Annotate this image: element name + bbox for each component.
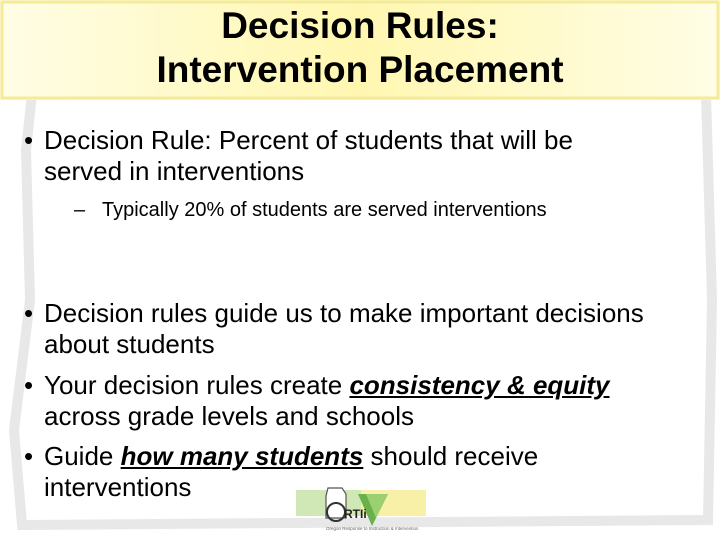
bullet-text-pre: Guide (44, 441, 121, 471)
bullet-dot: • (24, 441, 34, 471)
bullet-dot: • (24, 370, 34, 400)
bullet-item (24, 370, 654, 432)
svg-text:Oregon Response to Instruction: Oregon Response to Instruction & Intervention (326, 526, 419, 531)
bullet-item (24, 125, 654, 187)
sub-bullet-item (74, 198, 582, 223)
ortii-logo (296, 484, 426, 536)
title-line-2: Intervention Placement (156, 49, 564, 90)
bullet-text: Decision rules guide us to make important decisions about students (44, 298, 644, 359)
bullet-dot: • (24, 125, 34, 155)
sub-bullet-dash: – (74, 199, 86, 221)
bullet-emphasis: how many students (120, 441, 364, 471)
sub-bullet-text: Typically 20% of students are served interventions (102, 199, 547, 221)
title-line-1: Decision Rules: (221, 5, 499, 46)
bullet-text-post: should receive interventions (44, 441, 539, 502)
bullet-text-pre: Your decision rules create (44, 370, 350, 400)
bullet-emphasis: consistency & equity (349, 370, 610, 400)
svg-text:RTIi: RTIi (344, 507, 367, 521)
bullet-dot: • (24, 298, 34, 328)
slide-title (0, 4, 720, 92)
bullet-item (24, 298, 654, 360)
bullet-text: Decision Rule: Percent of students that will be served in interventions (44, 125, 573, 186)
bullet-text-post: across grade levels and schools (44, 401, 414, 431)
